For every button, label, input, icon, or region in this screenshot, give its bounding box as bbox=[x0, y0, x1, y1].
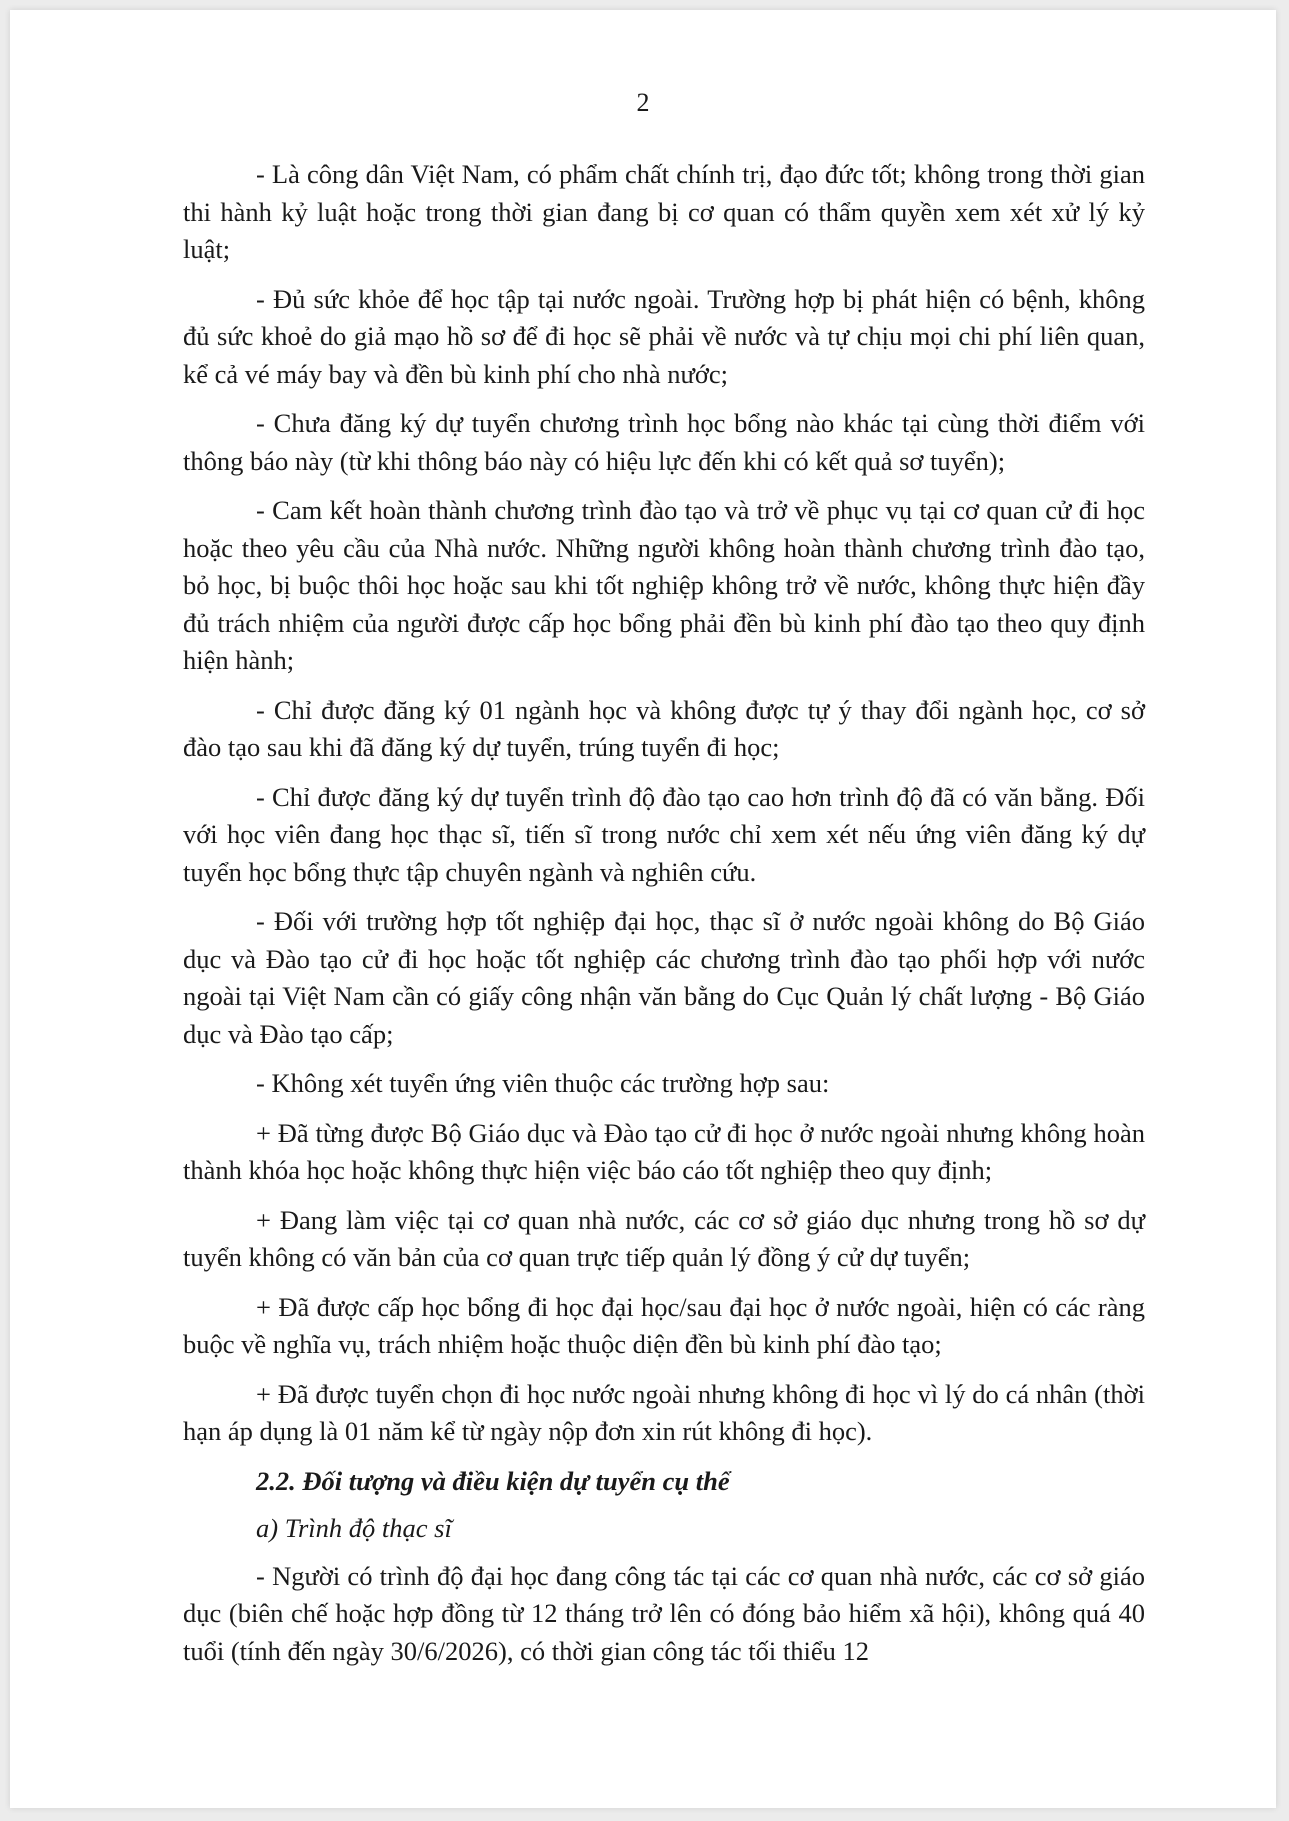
paragraph-foreign-degree: - Đối với trường hợp tốt nghiệp đại học, thạc sĩ ở nước ngoài không do Bộ Giáo dục và Đào tạo cử đi học hoặc tốt nghiệp các chương trình đào tạo phối hợp với nước ngoài tại Việt Nam cần có giấy công nhận văn bằng do Cục Quản lý chất lượng - Bộ Giáo dục và Đào tạo cấp; bbox=[183, 906, 1145, 1049]
paragraph-exclusion-3: + Đã được cấp học bổng đi học đại học/sau đại học ở nước ngoài, hiện có các ràng buộc về nghĩa vụ, trách nhiệm hoặc thuộc diện đền bù kinh phí đào tạo; bbox=[183, 1291, 1145, 1359]
paragraph-exclusion-4: + Đã được tuyển chọn đi học nước ngoài nhưng không đi học vì lý do cá nhân (thời hạn áp dụng là 01 năm kể từ ngày nộp đơn xin rút không đi học). bbox=[183, 1378, 1145, 1446]
document-page bbox=[10, 10, 1276, 1808]
document-body bbox=[183, 156, 1145, 1682]
paragraph-exclusions-intro: - Không xét tuyển ứng viên thuộc các trường hợp sau: bbox=[256, 1068, 830, 1098]
paragraph-no-other-scholarship: - Chưa đăng ký dự tuyển chương trình học bổng nào khác tại cùng thời điểm với thông báo này (từ khi thông báo này có hiệu lực đến khi có kết quả sơ tuyển); bbox=[183, 408, 1145, 476]
paragraph-exclusion-1: + Đã từng được Bộ Giáo dục và Đào tạo cử đi học ở nước ngoài nhưng không hoàn thành khóa học hoặc không thực hiện việc báo cáo tốt nghiệp theo quy định; bbox=[183, 1117, 1145, 1185]
section-heading: 2.2. Đối tượng và điều kiện dự tuyển cụ thể bbox=[256, 1465, 730, 1496]
paragraph-health: - Đủ sức khỏe để học tập tại nước ngoài. Trường hợp bị phát hiện có bệnh, không đủ sức khoẻ do giả mạo hồ sơ để đi học sẽ phải về nước và tự chịu mọi chi phí liên quan, kể cả vé máy bay và đền bù kinh phí cho nhà nước; bbox=[183, 283, 1145, 389]
paragraph-commitment: - Cam kết hoàn thành chương trình đào tạo và trở về phục vụ tại cơ quan cử đi học hoặc theo yêu cầu của Nhà nước. Những người không hoàn thành chương trình đào tạo, bỏ học, bị buộc thôi học hoặc sau khi tốt nghiệp không trở về nước, không thực hiện đầy đủ trách nhiệm của người được cấp học bổng phải đền bù kinh phí đào tạo theo quy định hiện hành; bbox=[183, 495, 1145, 675]
paragraph-exclusion-2: + Đang làm việc tại cơ quan nhà nước, các cơ sở giáo dục nhưng trong hồ sơ dự tuyển không có văn bản của cơ quan trực tiếp quản lý đồng ý cử dự tuyển; bbox=[183, 1204, 1145, 1272]
subsection-heading: a) Trình độ thạc sĩ bbox=[256, 1513, 452, 1543]
paragraph-masters-eligibility: - Người có trình độ đại học đang công tác tại các cơ quan nhà nước, các cơ sở giáo dục (biên chế hoặc hợp đồng từ 12 tháng trở lên có đóng bảo hiểm xã hội), không quá 40 tuổi (tính đến ngày 30/6/2026), có thời gian công tác tối thiểu 12 bbox=[183, 1560, 1145, 1666]
page-number: 2 bbox=[636, 88, 650, 117]
paragraph-higher-degree: - Chỉ được đăng ký dự tuyển trình độ đào tạo cao hơn trình độ đã có văn bằng. Đối với học viên đang học thạc sĩ, tiến sĩ trong nước chỉ xem xét nếu ứng viên đăng ký dự tuyển học bổng thực tập chuyên ngành và nghiên cứu. bbox=[183, 781, 1145, 887]
paragraph-citizenship: - Là công dân Việt Nam, có phẩm chất chính trị, đạo đức tốt; không trong thời gian thi hành kỷ luật hoặc trong thời gian đang bị cơ quan có thẩm quyền xem xét xử lý kỷ luật; bbox=[183, 159, 1145, 264]
paragraph-one-major: - Chỉ được đăng ký 01 ngành học và không được tự ý thay đổi ngành học, cơ sở đào tạo sau khi đã đăng ký dự tuyển, trúng tuyển đi học; bbox=[183, 694, 1145, 762]
